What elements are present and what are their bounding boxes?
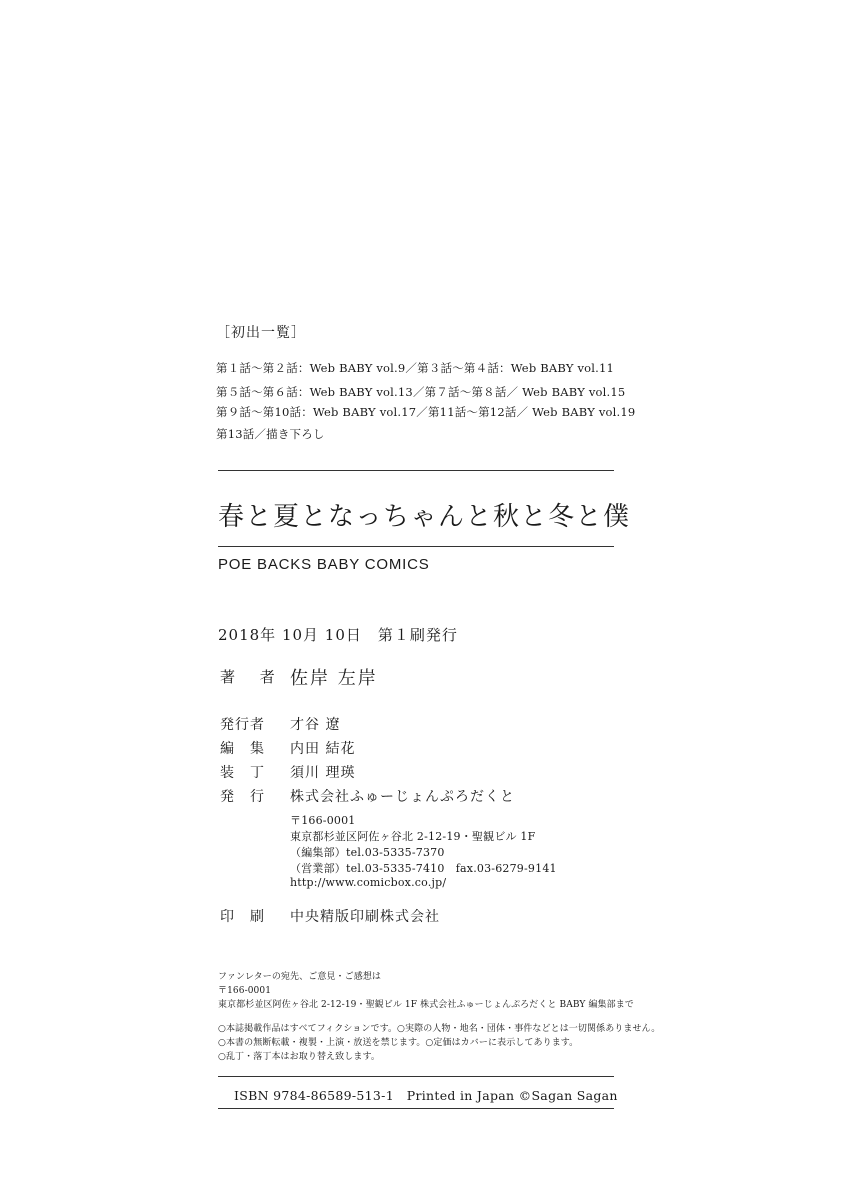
fan-letter-line: 〒166-0001 bbox=[218, 986, 272, 996]
credit-label-issuer: 発 行 bbox=[220, 789, 265, 805]
title-top-rule bbox=[218, 470, 614, 471]
notice-line: ○本誌掲載作品はすべてフィクションです。○実際の人物・地名・団体・事件などとは一切関係ありません。 bbox=[218, 1024, 661, 1034]
credit-value-editor: 内田 結花 bbox=[290, 741, 356, 757]
series-name: POE BACKS BABY COMICS bbox=[218, 556, 430, 573]
notice-line: ○乱丁・落丁本はお取り替え致します。 bbox=[218, 1052, 380, 1062]
isbn-top-rule bbox=[218, 1076, 614, 1077]
author-name: 佐岸 左岸 bbox=[290, 668, 378, 689]
fan-letter-line: 東京都杉並区阿佐ヶ谷北 2-12-19・聖観ビル 1F 株式会社ふゅーじょんぷろだくと BABY 編集部まで bbox=[218, 1000, 634, 1010]
credit-label-editor: 編 集 bbox=[220, 741, 265, 757]
credit-label-design: 装 丁 bbox=[220, 765, 265, 781]
notice-line: ○本書の無断転載・複製・上演・放送を禁じます。○定価はカバーに表示してあります。 bbox=[218, 1038, 579, 1048]
fan-letter-line: ファンレターの宛先、ご意見・ご感想は bbox=[218, 972, 382, 982]
credit-value-issuer: 株式会社ふゅーじょんぷろだくと bbox=[290, 789, 515, 805]
isbn-line: ISBN 9784-86589-513-1 Printed in Japan ©Sagan Sagan bbox=[234, 1088, 618, 1103]
address-street: 東京都杉並区阿佐ヶ谷北 2-12-19・聖観ビル 1F bbox=[290, 830, 536, 843]
credit-value-publisher: 才谷 遼 bbox=[290, 717, 341, 733]
address-url: http://www.comicbox.co.jp/ bbox=[290, 876, 447, 889]
printer-value: 中央精版印刷株式会社 bbox=[290, 909, 440, 925]
author-label: 著 者 bbox=[220, 668, 285, 686]
first-publication-line: 第５話〜第６話：Web BABY vol.13／第７話〜第８話／ Web BABY vol.15 bbox=[216, 385, 626, 399]
first-publication-line: 第１話〜第２話：Web BABY vol.9／第３話〜第４話：Web BABY vol.11 bbox=[216, 361, 615, 375]
publication-date: 2018年 10月 10日 第１刷発行 bbox=[218, 626, 458, 644]
first-publication-heading: ［初出一覧］ bbox=[216, 325, 306, 341]
printer-label: 印 刷 bbox=[220, 909, 265, 925]
book-title: 春と夏となっちゃんと秋と冬と僕 bbox=[218, 502, 631, 532]
credit-label-publisher: 発行者 bbox=[220, 717, 265, 733]
first-publication-line: 第13話／描き下ろし bbox=[216, 427, 325, 441]
credit-value-design: 須川 理瑛 bbox=[290, 765, 356, 781]
address-editorial-tel: （編集部）tel.03-5335-7370 bbox=[290, 846, 445, 859]
title-bottom-rule bbox=[218, 546, 614, 547]
isbn-bottom-rule bbox=[218, 1108, 614, 1109]
address-sales-tel: （営業部）tel.03-5335-7410 fax.03-6279-9141 bbox=[290, 862, 557, 875]
first-publication-line: 第９話〜第10話：Web BABY vol.17／第11話〜第12話／ Web BABY vol.19 bbox=[216, 405, 636, 419]
address-postal: 〒166-0001 bbox=[290, 814, 356, 827]
